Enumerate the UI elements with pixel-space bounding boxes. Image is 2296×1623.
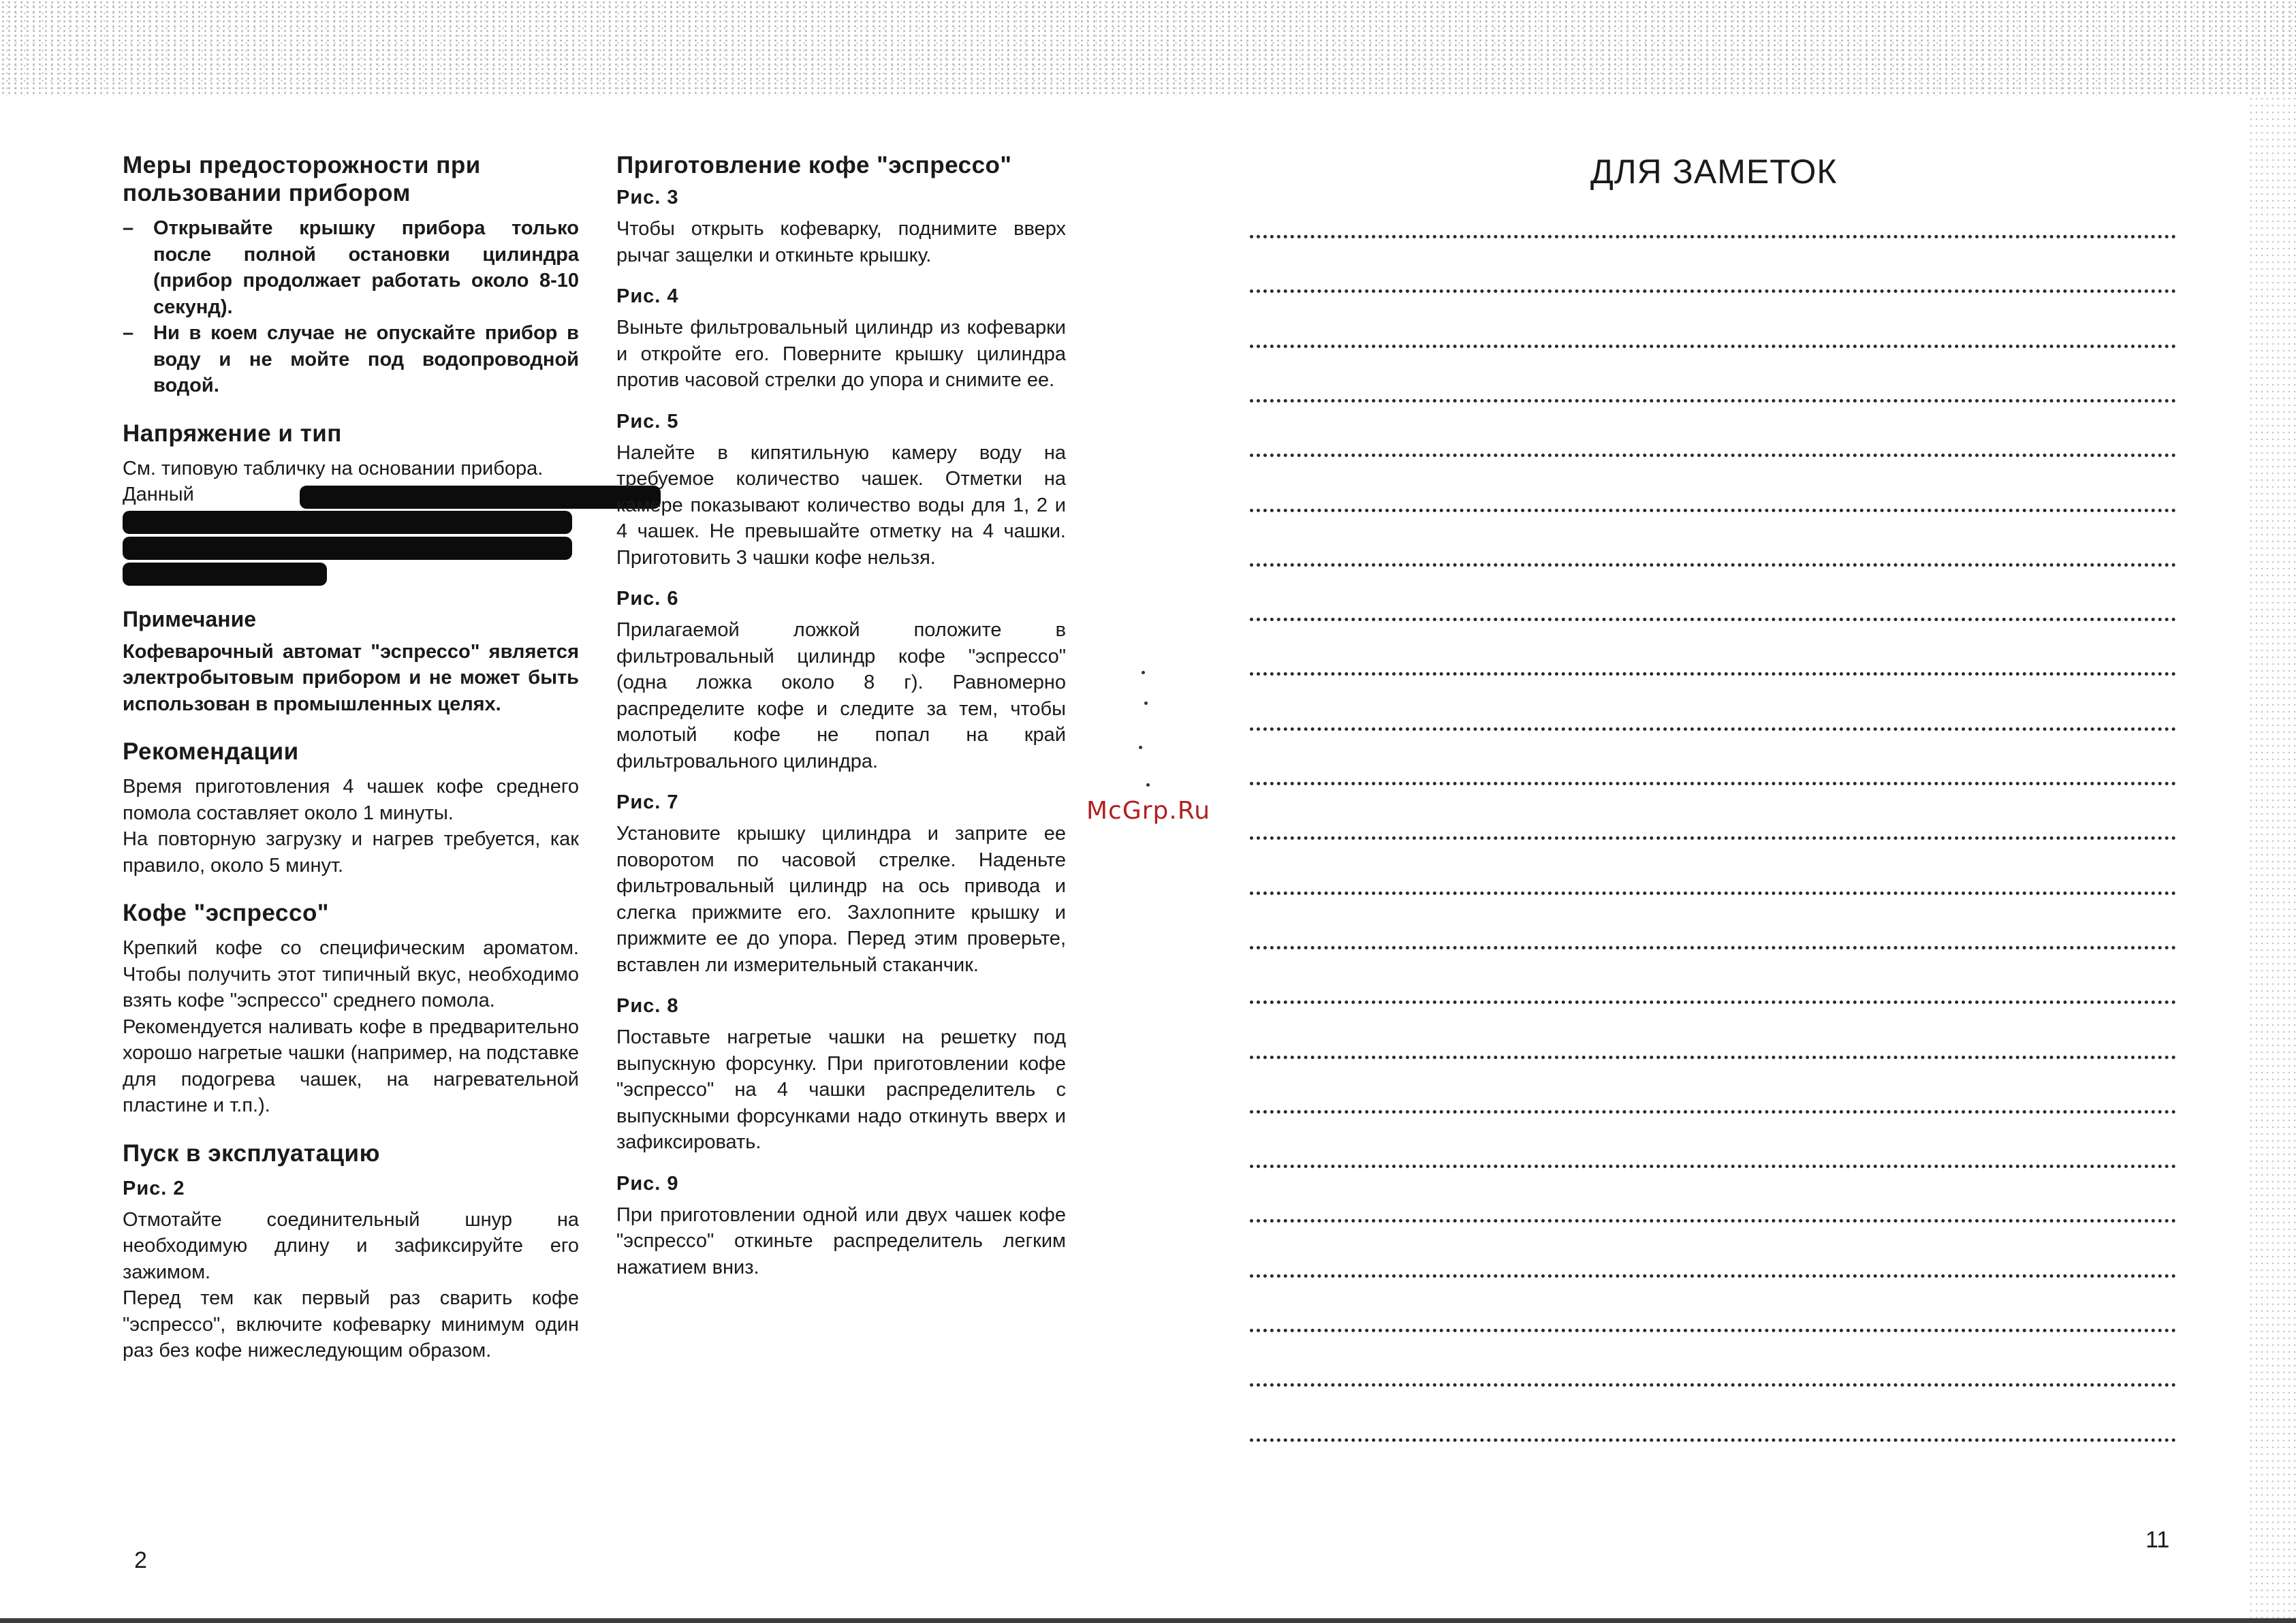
notes-dotted-line [1250, 454, 2176, 457]
voltage-text: См. типовую табличку на основании прибора. Данный [123, 457, 544, 505]
redaction-bar [123, 511, 572, 534]
precaution-text: Ни в коем случае не опускайте прибор в воду и не мойте под водопроводной водой. [153, 322, 579, 396]
notes-title: ДЛЯ ЗАМЕТОК [1590, 153, 1838, 191]
precautions-list [123, 215, 579, 399]
dash-marker: – [123, 322, 134, 344]
fig-label: Рис. 5 [616, 410, 679, 432]
step-text: Установите крышку цилиндра и заприте ее поворотом по часовой стрелке. Наденьте фильтровальный цилиндр на ось привода и слегка прижмите его. Захлопните крышку и прижмите ее до упора. Перед этим проверьте, вставлен ли измерительный стаканчик. [616, 823, 1066, 976]
step-text: При приготовлении одной или двух чашек кофе "эспрессо" откиньте распределитель легким нажатием вниз. [616, 1203, 1066, 1278]
notes-dotted-line [1250, 672, 2176, 676]
left-column [123, 151, 579, 1364]
redaction-bar [123, 537, 572, 560]
list-item [123, 215, 579, 320]
notes-dotted-line [1250, 727, 2176, 731]
precautions-heading: Меры предосторожности при пользовании прибором [123, 152, 481, 206]
notes-dotted-line [1250, 892, 2176, 895]
fig-label: Рис. 2 [123, 1177, 185, 1199]
notes-dotted-line [1250, 1000, 2176, 1004]
fig-label: Рис. 9 [616, 1172, 679, 1195]
notes-dotted-line [1250, 399, 2176, 403]
page-number-right: 11 [2145, 1527, 2170, 1553]
step-text: Поставьте нагретые чашки на решетку под выпускную форсунку. При приготовлении кофе "эспрессо" на 4 чашки распределитель с выпускными форсунками надо откинуть вверх и зафиксировать. [616, 1026, 1066, 1153]
list-item [123, 320, 579, 399]
note-text: Кофеварочный автомат "эспрессо" является электробытовым прибором и не может быть использован в промышленных целях. [123, 640, 579, 715]
fig-label: Рис. 4 [616, 285, 679, 307]
page-number-left: 2 [134, 1547, 147, 1573]
voltage-heading: Напряжение и тип [123, 420, 342, 447]
notes-dotted-line [1250, 1329, 2176, 1332]
scan-speck [1142, 671, 1145, 674]
scan-noise-top [0, 0, 2296, 95]
scan-speck [1146, 783, 1150, 787]
notes-dotted-line [1250, 563, 2176, 567]
redaction-bar [123, 563, 327, 586]
notes-dotted-line [1250, 235, 2176, 238]
fig-label: Рис. 7 [616, 791, 679, 813]
notes-dotted-line [1250, 946, 2176, 949]
redaction-bar [300, 486, 661, 509]
scan-speck [1144, 702, 1148, 705]
notes-dotted-line [1250, 509, 2176, 512]
fig-label: Рис. 8 [616, 995, 679, 1017]
notes-dotted-line [1250, 1165, 2176, 1168]
step-text: Выньте фильтровальный цилиндр из кофеварки и откройте его. Поверните крышку цилиндра против часовой стрелки до упора и снимите ее. [616, 317, 1066, 391]
espresso-text-2: Рекомендуется наливать кофе в предварительно хорошо нагретые чашки (например, на подставке для подогрева чашек, на нагревательной пластине и т.п.). [123, 1015, 579, 1116]
note-heading: Примечание [123, 606, 257, 631]
recommendations-text-2: На повторную загрузку и нагрев требуется, как правило, около 5 минут. [123, 828, 579, 877]
recommendations-text-1: Время приготовления 4 чашек кофе среднего помола составляет около 1 минуты. [123, 776, 579, 824]
notes-dotted-line [1250, 1056, 2176, 1059]
notes-dotted-line [1250, 1110, 2176, 1114]
notes-dotted-line [1250, 782, 2176, 785]
dash-marker: – [123, 217, 134, 239]
fig-label: Рис. 6 [616, 588, 679, 610]
notes-dotted-line [1250, 345, 2176, 348]
page-bottom-edge [0, 1618, 2296, 1623]
scan-speck [1139, 746, 1142, 749]
step-text: Чтобы открыть кофеварку, поднимите вверх рычаг защелки и откиньте крышку. [616, 218, 1066, 266]
startup-text-1: Отмотайте соединительный шнур на необходимую длину и зафиксируйте его зажимом. [123, 1208, 579, 1283]
notes-dotted-line [1250, 1219, 2176, 1223]
voltage-section [123, 456, 579, 586]
scan-noise-right [2248, 95, 2296, 1623]
step-text: Налейте в кипятильную камеру воду на требуемое количество чашек. Отметки на камере показывают количество воды для 1, 2 и 4 чашек. Не превышайте отметку на 4 чашки. Приготовить 3 чашки кофе нельзя. [616, 441, 1066, 569]
fig-label: Рис. 3 [616, 187, 679, 208]
middle-column [616, 151, 1066, 1280]
notes-dotted-line [1250, 289, 2176, 293]
startup-heading: Пуск в эксплуатацию [123, 1139, 380, 1167]
notes-dotted-line [1250, 836, 2176, 840]
startup-text-2: Перед тем как первый раз сварить кофе "эспрессо", включите кофеварку минимум один раз без кофе нижеследующим образом. [123, 1287, 579, 1361]
espresso-heading: Кофе "эспрессо" [123, 900, 329, 926]
preparation-heading: Приготовление кофе "эспрессо" [616, 152, 1012, 178]
recommendations-heading: Рекомендации [123, 738, 299, 765]
notes-dotted-line [1250, 1438, 2176, 1442]
notes-dotted-line [1250, 1383, 2176, 1387]
notes-dotted-line [1250, 1274, 2176, 1278]
precaution-text: Открывайте крышку прибора только после полной остановки цилиндра (прибор продолжает работать около 8-10 секунд). [153, 217, 579, 318]
step-text: Прилагаемой ложкой положите в фильтровальный цилиндр кофе "эспрессо" (одна ложка около 8 г). Равномерно распределите кофе и следите за тем, чтобы молотый кофе не попал на край фильтровального цилиндра. [616, 619, 1066, 772]
watermark: McGrp.Ru [1086, 797, 1211, 825]
notes-dotted-line [1250, 618, 2176, 621]
espresso-text-1: Крепкий кофе со специфическим ароматом. Чтобы получить этот типичный вкус, необходимо взять кофе "эспрессо" среднего помола. [123, 937, 579, 1011]
